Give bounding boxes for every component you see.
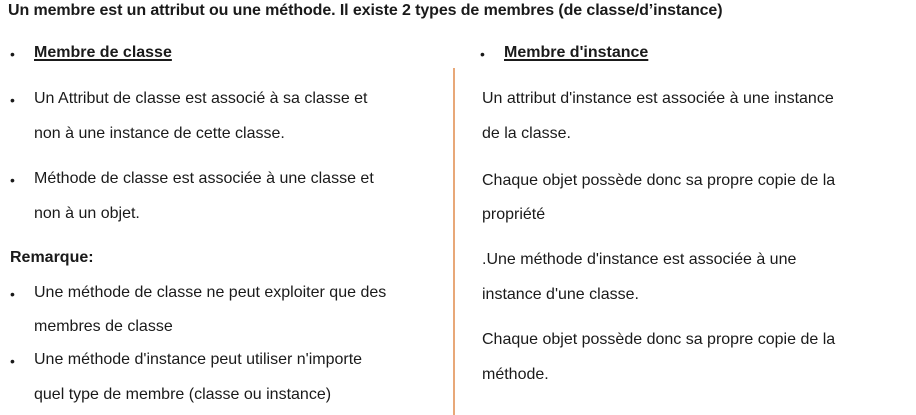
remark-text-1-cont: membres de classe [34,318,173,335]
remark-text-2-cont: quel type de membre (classe ou instance) [34,386,332,403]
instance-method-text: .Une méthode d'instance est associée à une [482,251,797,268]
remark-label: Remarque: [10,249,94,266]
instance-method-copy-text: Chaque objet possède donc sa propre copie de la [482,331,836,348]
instance-attribute-text-cont: de la classe. [482,125,571,142]
page-title: Un membre est un attribut ou une méthode. Il existe 2 types de membres (de classe/d’instance) [8,2,723,19]
bullet-icon: • [480,46,485,62]
class-method-text-cont: non à un objet. [34,205,140,222]
class-attribute-text: Un Attribut de classe est associé à sa classe et [34,90,368,107]
remark-text-2: Une méthode d'instance peut utiliser n'importe [34,351,363,368]
instance-attribute-text: Un attribut d'instance est associée à une instance [482,90,834,107]
remark-text-1: Une méthode de classe ne peut exploiter que des [34,284,387,301]
class-method-text: Méthode de classe est associée à une classe et [34,170,374,187]
bullet-icon: • [10,92,15,108]
column-divider [453,68,455,415]
bullet-icon: • [10,286,15,302]
instance-method-text-cont: instance d'une classe. [482,286,639,303]
class-member-heading: Membre de classe [34,44,172,61]
instance-method-copy-text-cont: méthode. [482,366,549,383]
class-attribute-text-cont: non à une instance de cette classe. [34,125,285,142]
bullet-icon: • [10,172,15,188]
instance-member-heading: Membre d'instance [504,44,649,61]
bullet-icon: • [10,353,15,369]
instance-copy-text: Chaque objet possède donc sa propre copie de la [482,172,836,189]
instance-copy-text-cont: propriété [482,206,546,223]
bullet-icon: • [10,46,15,62]
